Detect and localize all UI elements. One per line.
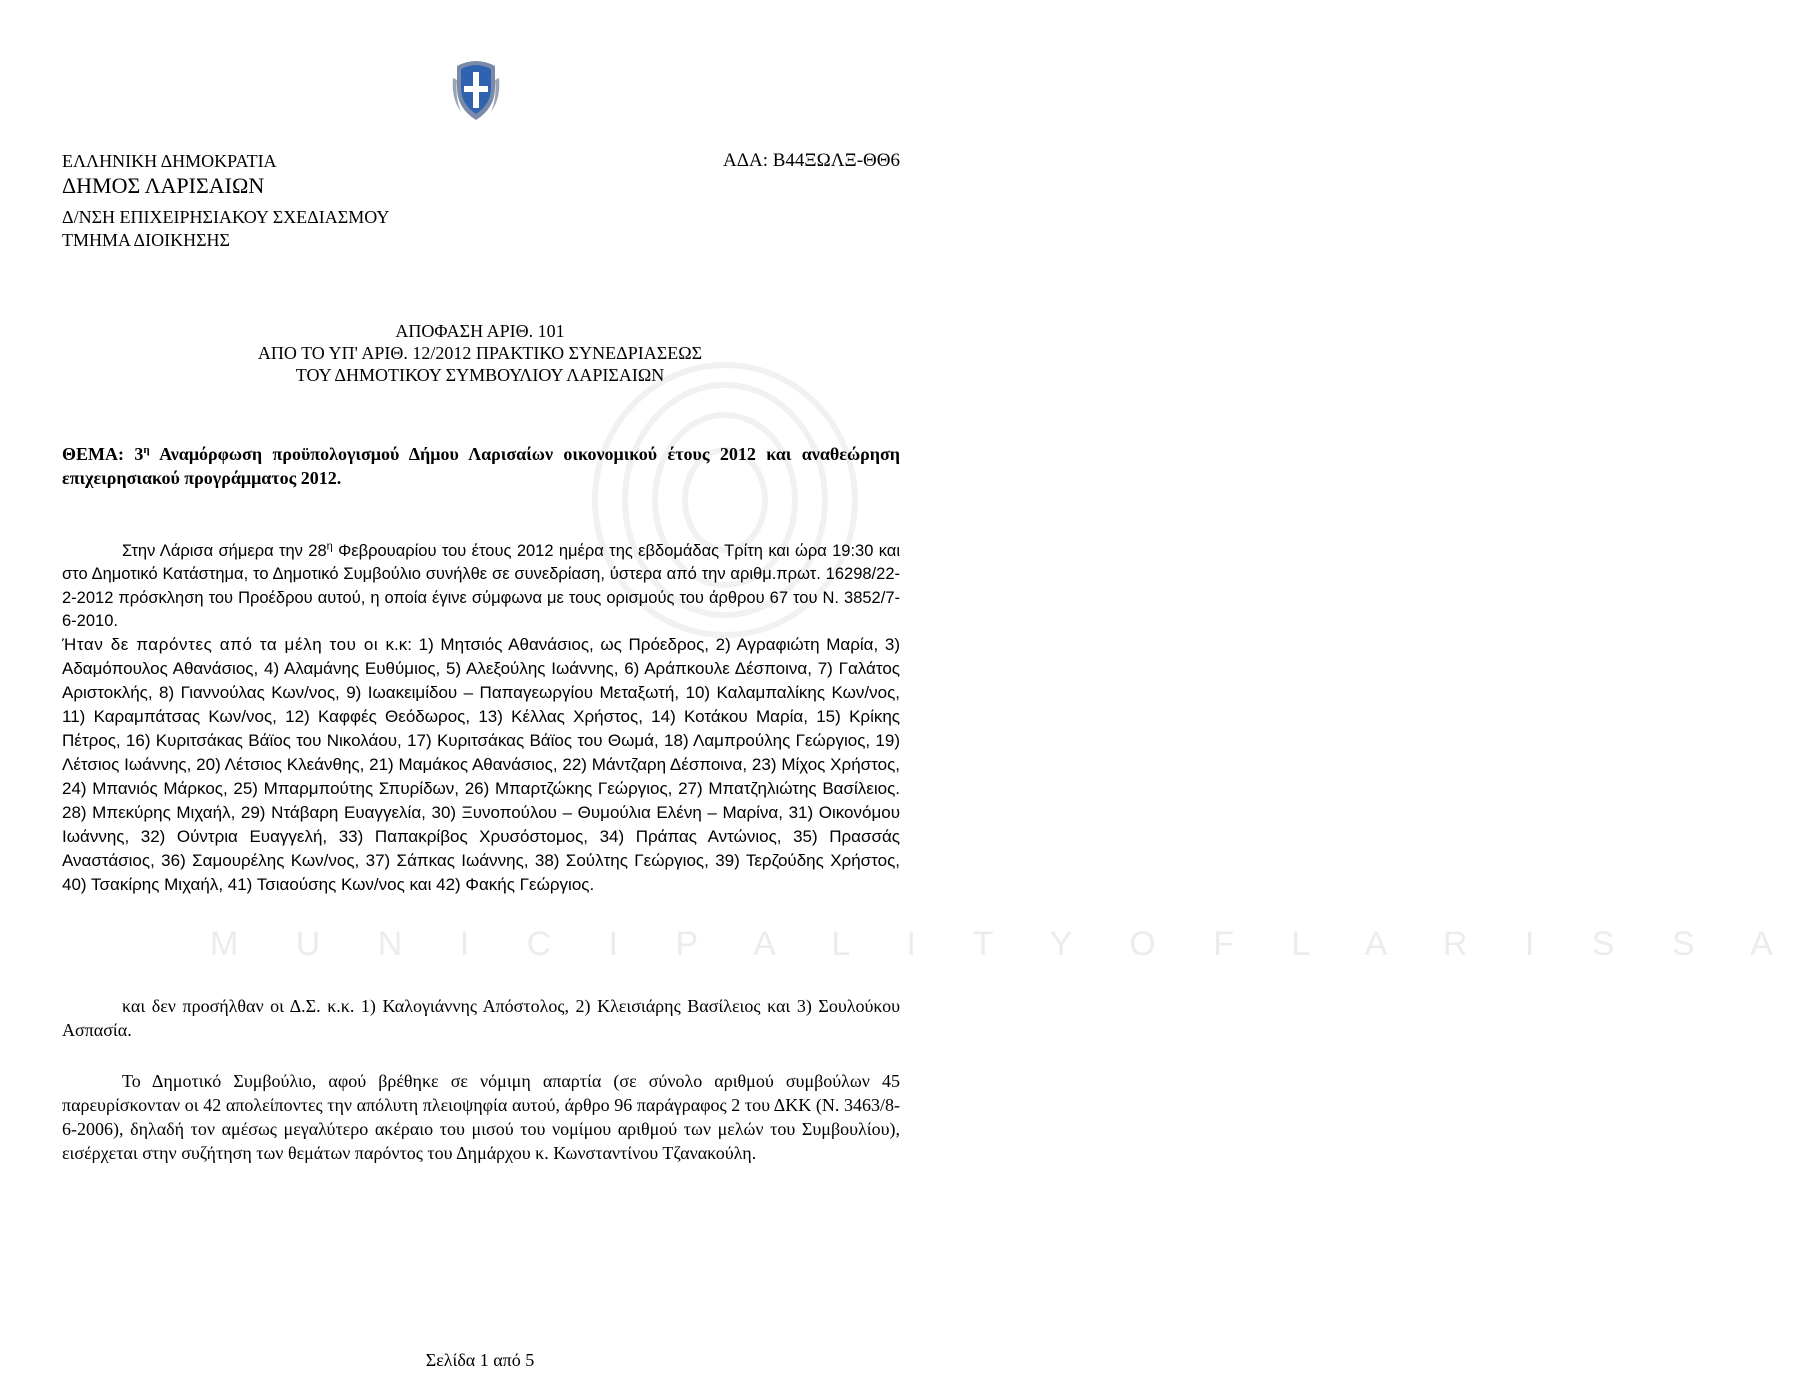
quorum-paragraph: Το Δημοτικό Συμβούλιο, αφού βρέθηκε σε νόμιμη απαρτία (σε σύνολο αριθμού συμβούλων 45 παρευρίσκονταν οι 42 απολείποντες την απόλυτη πλειοψηφία αυτού, άρθρο 96 παράγραφος 2 του ΔΚΚ (Ν. 3463/8-6-2006), δηλαδή τον αμέσως μεγαλύτερο ακέραιο του μισού του νομίμου αριθμού των μελών του Συμβουλίου), εισέρχεται στην συζήτηση των θεμάτων παρόντος του Δημάρχου κ. Κωνσταντίνου Τζανακούλη. xyxy=(62,1071,900,1163)
decision-minutes: ΑΠΟ ΤΟ ΥΠ' ΑΡΙΘ. 12/2012 ΠΡΑΚΤΙΚΟ ΣΥΝΕΔΡΙΑΣΕΩΣ xyxy=(257,343,703,363)
header-department: ΤΜΗΜΑ ΔΙΟΙΚΗΣΗΣ xyxy=(62,230,231,250)
header-directorate: Δ/ΝΣΗ ΕΠΙΧΕΙΡΗΣΙΑΚΟΥ ΣΧΕΔΙΑΣΜΟΥ xyxy=(62,207,390,227)
header-municipality: ΔΗΜΟΣ ΛΑΡΙΣΑΙΩΝ xyxy=(62,173,265,198)
header-republic: ΕΛΛΗΝΙΚΗ ΔΗΜΟΚΡΑΤΙΑ xyxy=(62,151,277,171)
absent-paragraph: και δεν προσήλθαν οι Δ.Σ. κ.κ. 1) Καλογιάννης Απόστολος, 2) Κλεισιάρης Βασίλειος και 3) Σουλούκου Ασπασία. xyxy=(62,996,900,1040)
decision-council: ΤΟΥ ΔΗΜΟΤΙΚΟΥ ΣΥΜΒΟΥΛΙΟΥ ΛΑΡΙΣΑΙΩΝ xyxy=(295,365,665,385)
decision-number: ΑΠΟΦΑΣΗ ΑΡΙΘ. 101 xyxy=(395,321,565,341)
page-number: Σελίδα 1 από 5 xyxy=(425,1350,535,1370)
greek-emblem-icon xyxy=(451,58,501,124)
present-members: Ήταν δε παρόντες από τα μέλη του οι κ.κ: 1) Μητσιός Αθανάσιος, ως Πρόεδρος, 2) Αγραφιώτη Μαρία, 3) Αδαμόπουλος Αθανάσιος, 4) Αλαμάνης Ευθύμιος, 5) Αλεξούλης Ιωάννης, 6) Αράπκουλε Δέσποινα, 7) Γαλάτος Αριστοκλής, 8) Γιαννούλας Κων/νος, 9) Ιωακειμίδου – Παπαγεωργίου Μεταξωτή, 10) Καλαμπαλίκης Κων/νος, 11) Καραμπάτσας Κων/νος, 12) Καφφές Θεόδωρος, 13) Κέλλας Χρήστος, 14) Κοτάκου Μαρία, 15) Κρίκης Πέτρος, 16) Κυριτσάκας Βάϊος του Νικολάου, 17) Κυριτσάκας Βάϊος του Θωμά, 18) Λαμπρούλης Γεώργιος, 19) Λέτσιος Ιωάννης, 20) Λέτσιος Κλεάνθης, 21) Μαμάκος Αθανάσιος, 22) Μάντζαρη Δέσποινα, 23) Μίχος Χρήστος, 24) Μπανιός Μάρκος, 25) Μπαρμπούτης Σπυρίδων, 26) Μπαρτζώκης Γεώργιος, 27) Μπατζηλιώτης Βασίλειος. 28) Μπεκύρης Μιχαήλ, 29) Ντάβαρη Ευαγγελία, 30) Ξυνοπούλου – Θυμούλια Ελένη – Μαρίνα, 31) Οικονόμου Ιωάννης, 32) Ούντρια Ευαγγελή, 33) Παπακρίβος Χρυσόστομος, 34) Πράπας Αντώνιος, 35) Πρασσάς Αναστάσιος, 36) Σαμουρέλης Κων/νος, 37) Σάπκας Ιωάννης, 38) Σούλτης Γεώργιος, 39) Τερζούδης Χρήστος, 40) Τσακίρης Μιχαήλ, 41) Τσιαούσης Κων/νος και 42) Φακής Γεώργιος. xyxy=(62,635,900,895)
meeting-paragraph: Στην Λάρισα σήμερα την $28^\eta$ Φεβρουαρίου του έτους 2012 ημέρα της εβδομάδας Τρίτη και ώρα 19:30 και στο Δημοτικό Κατάστημα, το Δημοτικό Συμβούλιο συνήλθε σε συνεδρίαση, ύστερα από την αριθμ.πρωτ. 16298/22-2-2012 πρόσκληση του Προέδρου αυτού, η οποία έγινε σύμφωνα με τους ορισμούς του άρθρου 67 του Ν. 3852/7-6-2010. Ήταν δε παρόντες από τα μέλη του οι κ.κ: 1) Μητσιός Αθανάσιος, ως Πρόεδρος, 2) Αγραφιώτη Μαρία, 3) Αδαμόπουλος Αθανάσιος, 4) Αλαμάνης Ευθύμιος, 5) Αλεξούλης Ιωάννης, 6) Αράπκουλε Δέσποινα, 7) Γαλάτος Αριστοκλής, 8) Γιαννούλας Κων/νος, 9) Ιωακειμίδου – Παπαγεωργίου Μεταξωτή, 10) Καλαμπαλίκης Κων/νος, 11) Καραμπάτσας Κων/νος, 12) Καφφές Θεόδωρος, 13) Κέλλας Χρήστος, 14) Κοτάκου Μαρία, 15) Κρίκης Πέτρος, 16) Κυριτσάκας Βάϊος του Νικολάου, 17) Κυριτσάκας Βάϊος του Θωμά, 18) Λαμπρούλης Γεώργιος, 19) Λέτσιος Ιωάννης, 20) Λέτσιος Κλεάνθης, 21) Μαμάκος Αθανάσιος, 22) Μάντζαρη Δέσποινα, 23) Μίχος Χρήστος, 24) Μπανιός Μάρκος, 25) Μπαρμπούτης Σπυρίδων, 26) Μπαρτζώκης Γεώργιος, 27) Μπατζηλιώτης Βασίλειος. 28) Μπεκύρης Μιχαήλ, 29) Ντάβαρη Ευαγγελία, 30) Ξυνοπούλου – Θυμούλια Ελένη – Μαρίνα, 31) Οικονόμου Ιωάννης, 32) Ούντρια Ευαγγελή, 33) Παπακρίβος Χρυσόστομος, 34) Πράπας Αντώνιος, 35) Πρασσάς Αναστάσιος, 36) Σαμουρέλης Κων/νος, 37) Σάπκας Ιωάννης, 38) Σούλτης Γεώργιος, 39) Τερζούδης Χρήστος, 40) Τσακίρης Μιχαήλ, 41) Τσιαούσης Κων/νος και 42) Φακής Γεώργιος. xyxy=(62,540,900,897)
subject: ΘΕΜΑ: $3^\eta$ Αναμόρφωση προϋπολογισμού Δήμου Λαρισαίων οικονομικού έτους 2012 και αναθεώρηση επιχειρησιακού προγράμματος 2012. xyxy=(62,444,900,488)
watermark-text: M U N I C I P A L I T Y O F L A R I S S A xyxy=(210,925,1797,963)
decision-heading xyxy=(0,320,960,386)
ada-code: ΑΔΑ: Β44ΞΩΛΞ-ΘΘ6 xyxy=(723,150,900,171)
